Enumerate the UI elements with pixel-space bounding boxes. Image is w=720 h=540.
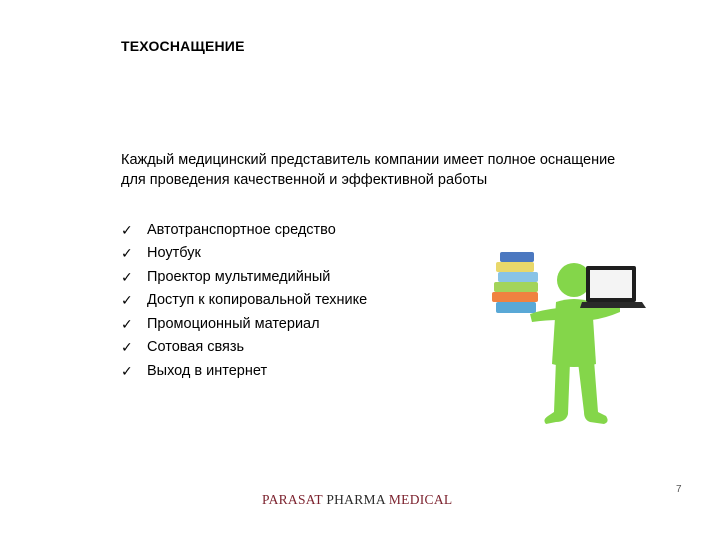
footer-brand-part1: PARASAT [262,492,323,507]
books-stack-icon [492,252,538,313]
checkmark-icon: ✓ [121,339,133,356]
checkmark-icon: ✓ [121,221,133,238]
footer-brand-part2: PHARMA [326,492,386,507]
checkmark-icon: ✓ [121,268,133,285]
checkmark-icon: ✓ [121,292,133,309]
laptop-icon [580,266,646,308]
footer-brand-part3: MEDICAL [388,492,453,507]
checkmark-icon: ✓ [121,245,133,262]
list-item [121,265,367,289]
list-item-label: Автотранспортное средство [147,221,336,238]
footer-brand [262,492,452,508]
list-item-label: Сотовая связь [147,339,245,356]
intro-text: Каждый медицинский представитель компании имеет полное оснащение для проведения качественной и эффективной работы [121,152,616,188]
figure-with-books-and-laptop-icon [486,246,656,432]
list-item [121,312,367,336]
list-item [121,336,367,360]
list-item [121,242,367,266]
list-item [121,359,367,383]
list-item [121,289,367,313]
list-item-label: Ноутбук [147,245,201,262]
list-item-label: Проектор мультимедийный [147,268,331,285]
checkmark-icon: ✓ [121,315,133,332]
page-number: 7 [676,484,682,495]
list-item-label: Выход в интернет [147,362,268,379]
list-item [121,218,367,242]
checkmark-icon: ✓ [121,362,133,379]
list-item-label: Промоционный материал [147,315,320,332]
list-item-label: Доступ к копировальной технике [147,292,368,309]
equipment-list [121,218,367,383]
slide-title: ТЕХОСНАЩЕНИЕ [121,38,245,54]
